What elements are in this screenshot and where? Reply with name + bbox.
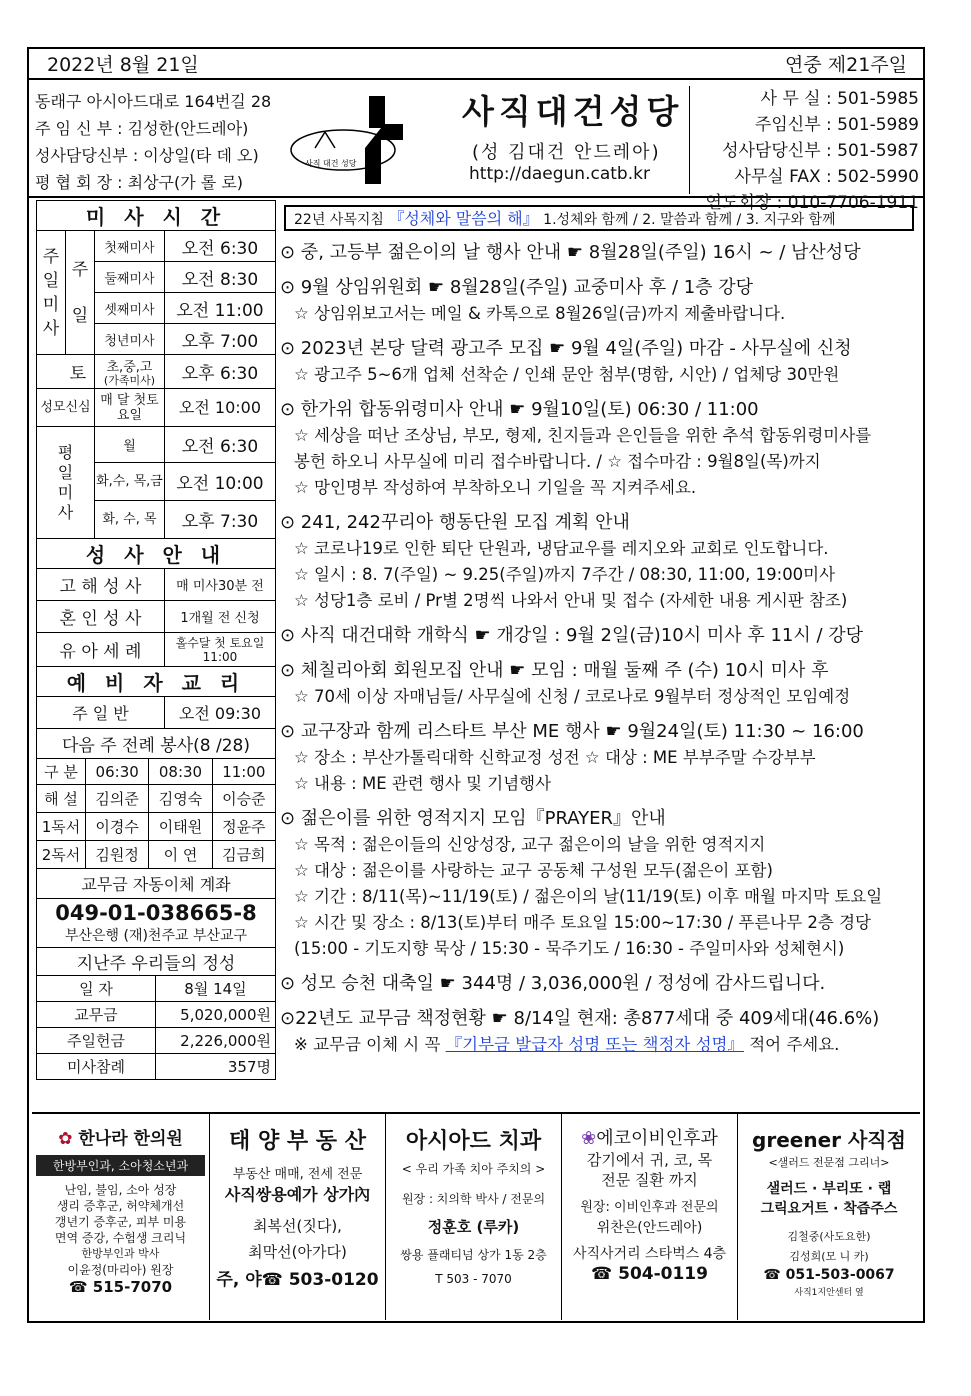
sacrament-value: 매 미사30분 전 — [164, 569, 275, 601]
mass-time: 오전 8:30 — [164, 262, 275, 293]
ad-line: 최막선(아가다) — [248, 1243, 347, 1261]
ad-name: greener 사직점 — [752, 1128, 906, 1152]
mass-name: 셋째미사 — [95, 293, 165, 324]
ad-line: 원장 : 치의학 박사 / 전문의 — [401, 1192, 546, 1206]
notice-title: ⊙ 한가위 합동위령미사 안내 ☛ 9월10일(토) 06:30 / 11:00 — [280, 399, 759, 420]
date-bar — [27, 47, 925, 80]
notice-title: ⊙ 성모 승천 대축일 ☛ 344명 / 3,036,000원 / 정성에 감사드립니다. — [280, 973, 826, 994]
ministry-cell: 김영숙 — [149, 785, 212, 813]
notice-line: ☆ 시간 및 장소 : 8/13(토)부터 매주 토요일 15:00~17:30 / 푸른나무 2층 경당 — [294, 913, 871, 932]
ad-name: 아시아드 치과 — [405, 1129, 542, 1154]
ad-line: 생리 증후군, 허약체개선 — [56, 1199, 185, 1213]
weekday-mass-time: 오전 6:30 — [164, 427, 275, 463]
ad-line: 최복선(짓다), — [253, 1217, 342, 1235]
contact-office: 사 무 실 : 501-5985 — [760, 89, 919, 109]
ad-line: 위찬은(안드레아) — [596, 1220, 703, 1236]
marian-label: 성모신심 — [37, 389, 95, 427]
bulletin-date: 2022년 8월 21일 — [47, 54, 199, 76]
notice-list — [280, 240, 920, 1032]
ministry-title: 다음 주 전례 봉사(8 /28) — [37, 729, 276, 759]
ministry-cell: 해 설 — [37, 785, 86, 813]
catechism-name: 주 일 반 — [37, 697, 165, 729]
ad-phone: 주, 야☎ 503-0120 — [216, 1270, 379, 1290]
ad-line: 전문 질환 까지 — [601, 1171, 698, 1189]
ad-phone: ☎ 051-503-0067 — [763, 1267, 895, 1283]
motto-highlight: 『성체와 말씀의 해』 — [388, 209, 539, 228]
marian-mass-name: 매 달 첫토요일 — [95, 389, 165, 427]
weekday-mass-name: 화, 수, 목 — [95, 501, 165, 539]
ministry-cell: 정윤주 — [212, 813, 275, 841]
ad-line: 사직사거리 스타벅스 4층 — [572, 1246, 727, 1262]
pastor: 주 임 신 부 : 김성한(안드레아) — [35, 119, 249, 138]
notice-line: ☆ 장소 : 부산가톨릭대학 신학교정 성전 ☆ 대상 : ME 부부주말 수강부부 — [294, 748, 816, 767]
saturday-label: 토 — [37, 355, 95, 389]
ministry-header: 구 분 — [37, 759, 86, 785]
notice-line: ☆ 망인명부 작성하여 부착하오니 기일을 꼭 지켜주세요. — [294, 478, 697, 497]
mass-time: 오후 7:00 — [164, 324, 275, 355]
notice-item — [280, 658, 920, 710]
notice-line: ☆ 일시 : 8. 7(주일) ~ 9.25(주일)까지 7주간 / 08:30, 11:00, 19:00미사 — [294, 565, 836, 584]
ministry-header: 08:30 — [149, 759, 212, 785]
ad-line: 사직1지안센터 옆 — [794, 1288, 864, 1298]
ad-taeyang — [210, 1114, 386, 1320]
ad-line: 김성희(모 니 카) — [789, 1250, 869, 1263]
flower-icon: ✿ — [58, 1129, 73, 1149]
offering-value: 8월 14일 — [156, 976, 276, 1002]
ad-line: 부동산 매매, 전세 전문 — [232, 1167, 363, 1182]
ministry-cell: 2독서 — [37, 841, 86, 869]
church-logo-icon — [285, 88, 421, 188]
mass-name: 둘째미사 — [95, 262, 165, 293]
notice-item — [280, 806, 920, 962]
church-patron: (성 김대건 안드레아) — [472, 142, 661, 163]
catechism-time: 오전 09:30 — [164, 697, 275, 729]
ministry-cell: 이경수 — [86, 813, 149, 841]
contact-pastor: 주임신부 : 501-5989 — [754, 115, 919, 135]
church-url[interactable]: http://daegun.catb.kr — [469, 164, 650, 184]
notice-line: ☆ 상임위보고서는 메일 & 카톡으로 8월26일(금)까지 제출바랍니다. — [294, 304, 786, 323]
mass-time: 오전 6:30 — [164, 231, 275, 262]
notice-line: ☆ 대상 : 젊은이를 사랑하는 교구 공동체 구성원 모두(젊은이 포함) — [294, 861, 773, 880]
ad-line: <샐러드 전문점 그리너> — [768, 1156, 890, 1169]
eco-logo-icon: ❀ — [581, 1128, 597, 1149]
offering-label: 교무금 — [37, 1002, 156, 1028]
ad-line: 이윤정(마리아) 원장 — [67, 1263, 174, 1277]
notice-line: ☆ 70세 이상 자매님들/ 사무실에 신청 / 코로나로 9월부터 정상적인 모임예정 — [294, 687, 851, 706]
notice-title: ⊙ 중, 고등부 젊은이의 날 행사 안내 ☛ 8월28일(주일) 16시 ~ / 남산성당 — [280, 242, 861, 263]
offering-title: 지난주 우리들의 정성 — [37, 948, 276, 976]
sunday-label: 주 일 — [66, 231, 95, 355]
ministry-cell: 김원정 — [86, 841, 149, 869]
ministry-cell: 1독서 — [37, 813, 86, 841]
notice-line: ☆ 내용 : ME 관련 행사 및 기념행사 — [294, 774, 552, 793]
catechism-title: 예 비 자 교 리 — [37, 667, 276, 697]
sacrament-value: 1개월 전 신청 — [164, 601, 275, 633]
ad-line: 그릭요거트 · 착즙주스 — [760, 1201, 898, 1217]
offering-label: 일 자 — [37, 976, 156, 1002]
mass-schedule-table — [36, 200, 276, 729]
notice-title: ⊙ 241, 242꾸리아 행동단원 모집 계획 안내 — [280, 512, 630, 533]
ad-line: 샐러드 · 부리또 · 랩 — [766, 1181, 892, 1197]
weekday-mass-name: 월 — [95, 427, 165, 463]
account-bank: 부산은행 (재)천주교 부산교구 — [64, 928, 248, 944]
saturday-mass-time: 오후 6:30 — [164, 355, 275, 389]
saturday-mass-name: 초,중,고 (가족미사) — [95, 355, 165, 389]
notice-line: 봉헌 하오니 사무실에 미리 접수바랍니다. / ☆ 접수마감 : 9월8일(목)까지 — [294, 452, 821, 471]
ad-name: ❀에코이비인후과 — [581, 1128, 718, 1149]
pastoral-motto: 22년 사목지침 『성체와 말씀의 해』 1.성체와 함께 / 2. 말씀과 함께 / 3. 지구와 함께 — [284, 205, 914, 231]
notice-item — [280, 510, 920, 614]
notice-item — [280, 336, 920, 388]
ad-greener — [738, 1114, 920, 1320]
notice-title: ⊙ 교구장과 함께 리스타트 부산 ME 행사 ☛ 9월24일(토) 11:30 ~ 16:00 — [280, 721, 864, 742]
notice-title: ⊙ 젊은이를 위한 영적지지 모임『PRAYER』안내 — [280, 808, 666, 829]
ministry-header: 06:30 — [86, 759, 149, 785]
ad-line: 사직쌍용예가 상가內 — [224, 1185, 371, 1204]
ad-line: 난임, 불임, 소아 성장 — [64, 1183, 177, 1197]
ministry-cell: 이태원 — [149, 813, 212, 841]
mass-title: 미 사 시 간 — [37, 201, 276, 231]
mass-time: 오전 11:00 — [164, 293, 275, 324]
contact-list — [689, 86, 919, 213]
ad-line: 갱년기 증후군, 피부 미용 — [54, 1215, 187, 1229]
weekday-mass-time: 오전 10:00 — [164, 463, 275, 501]
notice-line: ☆ 코로나19로 인한 퇴단 단원과, 냉담교우를 레지오와 교회로 인도합니다. — [294, 539, 829, 558]
mass-name: 첫째미사 — [95, 231, 165, 262]
offering-value: 5,020,000원 — [156, 1002, 276, 1028]
ad-line: 쌍용 플래티넘 상가 1동 2층 — [400, 1248, 547, 1262]
address: 동래구 아시아드대로 164번길 28 — [35, 92, 272, 111]
ministry-header: 11:00 — [212, 759, 275, 785]
ad-line: T 503 - 7070 — [435, 1272, 512, 1286]
account-info — [37, 899, 276, 948]
offering-value: 2,226,000원 — [156, 1028, 276, 1054]
church-info — [35, 88, 271, 196]
contact-fax: 사무실 FAX : 502-5990 — [734, 167, 919, 187]
contact-funeral: 연도회장 : 010-7706-1911 — [705, 193, 919, 213]
assistant-priest: 성사담당신부 : 이상일(타 데 오) — [35, 146, 259, 165]
notice-title: ⊙ 체칠리아회 회원모집 안내 ☛ 모임 : 매월 둘째 주 (수) 10시 미사 후 — [280, 660, 829, 681]
weekday-mass-label: 평 일 미 사 — [37, 427, 95, 539]
notice-title: ⊙22년도 교무금 책정현황 ☛ 8/14일 현재: 총877세대 중 409세대(46.6%) — [280, 1008, 880, 1029]
ad-line: 감기에서 귀, 코, 목 — [586, 1151, 713, 1169]
notice-item — [280, 971, 920, 997]
notice-line: ☆ 목적 : 젊은이들의 신앙성장, 교구 젊은이의 날을 위한 영적지지 — [294, 835, 766, 854]
contact-assistant: 성사담당신부 : 501-5987 — [722, 141, 919, 161]
notice-item — [280, 240, 920, 266]
church-name: 사직대건성당 — [462, 92, 684, 131]
ministry-cell: 김의준 — [86, 785, 149, 813]
notices-column — [280, 205, 920, 1058]
sacrament-value: 홀수달 첫 토요일 11:00 — [164, 633, 275, 667]
account-box — [36, 868, 276, 948]
offering-table — [36, 947, 276, 1080]
ad-hanara — [32, 1114, 210, 1320]
liturgical-week: 연중 제21주일 — [785, 54, 907, 76]
notice-line: ☆ 기간 : 8/11(목)~11/19(토) / 젊은이의 날(11/19(토) 이후 매월 마지막 토요일 — [294, 887, 883, 906]
ad-line: 한방부인과, 소아청소년과 — [36, 1155, 205, 1176]
council-president: 평 협 회 장 : 최상구(가 롤 로) — [35, 173, 244, 192]
church-header — [27, 80, 925, 213]
final-note-highlight: 『기부금 발급자 성명 또는 책정자 성명』 — [445, 1035, 744, 1054]
ministry-cell: 이 연 — [149, 841, 212, 869]
sunday-mass-label: 주 일 미 사 — [37, 231, 66, 355]
weekday-mass-name: 화,수, 목,금 — [95, 463, 165, 501]
ad-phone: ☎ 504-0119 — [591, 1264, 708, 1284]
logo-text: 사직 대건 성당 — [305, 159, 357, 168]
notice-line: ☆ 성당1층 로비 / Pr별 2명씩 나와서 안내 및 접수 (자세한 내용 게시판 참조) — [294, 591, 848, 610]
ad-name: 태 양 부 동 산 — [229, 1129, 366, 1154]
notice-title: ⊙ 9월 상임위원회 ☛ 8월28일(주일) 교중미사 후 / 1층 강당 — [280, 277, 754, 298]
offering-label: 주일헌금 — [37, 1028, 156, 1054]
ministry-table — [36, 728, 276, 869]
notice-title: ⊙ 사직 대건대학 개학식 ☛ 개강일 : 9월 2일(금)10시 미사 후 11시 / 강당 — [280, 625, 864, 646]
notice-title: ⊙ 2023년 본당 달력 광고주 모집 ☛ 9월 4일(주일) 마감 - 사무실에 신청 — [280, 338, 852, 359]
sacrament-name: 고 해 성 사 — [37, 569, 165, 601]
notice-line: ☆ 세상을 떠난 조상님, 부모, 형제, 친지들과 은인들을 위한 추석 합동위령미사를 — [294, 426, 872, 445]
offering-label: 미사참례 — [37, 1054, 156, 1080]
notice-item — [280, 719, 920, 797]
sacrament-name: 유 아 세 례 — [37, 633, 165, 667]
ad-asiad-dental — [386, 1114, 562, 1320]
notice-item — [280, 275, 920, 327]
ministry-cell: 이승준 — [212, 785, 275, 813]
ad-line: < 우리 가족 치아 주치의 > — [401, 1162, 546, 1176]
ad-line: 면역 증강, 수험생 크리닉 — [54, 1231, 187, 1245]
account-number: 049-01-038665-8 — [55, 901, 257, 925]
sacrament-title: 성 사 안 내 — [37, 539, 276, 569]
notice-line: ☆ 광고주 5~6개 업체 선착순 / 인쇄 문안 첨부(명함, 시안) / 업체당 30만원 — [294, 365, 840, 384]
offering-value: 357명 — [156, 1054, 276, 1080]
sacrament-name: 혼 인 성 사 — [37, 601, 165, 633]
ad-line: 정훈호 (루카) — [427, 1218, 520, 1236]
ad-line: 원장: 이비인후과 전문의 — [580, 1200, 719, 1215]
final-note: ※ 교무금 이체 시 꼭 『기부금 발급자 성명 또는 책정자 성명』 적어 주세요. — [294, 1035, 840, 1054]
ad-eco-ent — [562, 1114, 738, 1320]
ad-line: 한방부인과 박사 — [81, 1247, 160, 1260]
weekday-mass-time: 오후 7:30 — [164, 501, 275, 539]
notice-item — [280, 623, 920, 649]
ad-phone: ☎ 515-7070 — [68, 1278, 173, 1296]
account-title: 교무금 자동이체 계좌 — [37, 869, 276, 899]
mass-name: 청년미사 — [95, 324, 165, 355]
left-column — [36, 200, 276, 1080]
marian-mass-time: 오전 10:00 — [164, 389, 275, 427]
notice-item — [280, 1006, 920, 1032]
ad-line: 김철중(사도요한) — [787, 1230, 871, 1243]
ad-name: ✿ 한나라 한의원 — [58, 1129, 183, 1149]
notice-line: (15:00 - 기도지향 묵상 / 15:30 - 묵주기도 / 16:30 - 주일미사와 성체현시) — [294, 939, 845, 958]
notice-item — [280, 397, 920, 501]
ministry-cell: 김금희 — [212, 841, 275, 869]
ad-section — [32, 1112, 920, 1320]
